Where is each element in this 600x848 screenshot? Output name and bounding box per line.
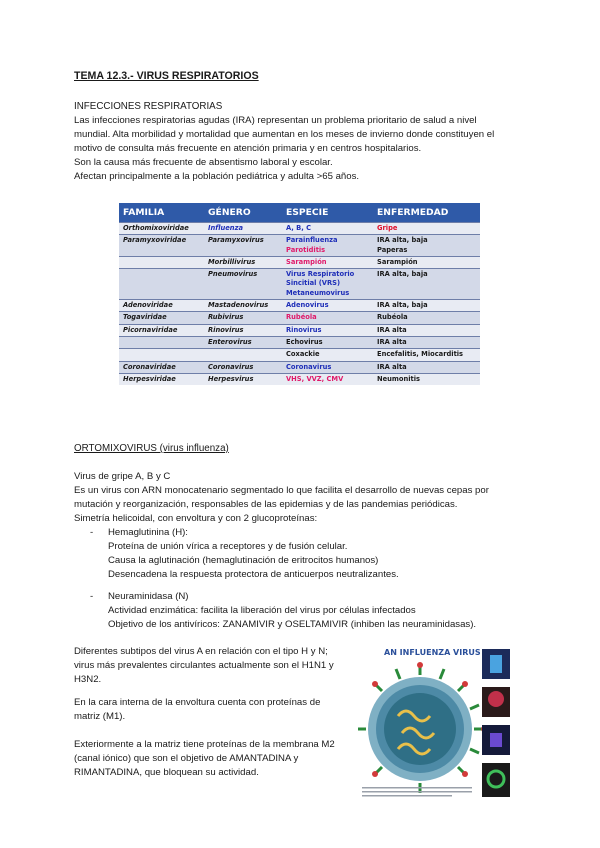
especie-line: Parotiditis bbox=[286, 245, 326, 254]
table-row bbox=[119, 336, 480, 348]
header-genero: GÉNERO bbox=[204, 203, 282, 223]
cell-enfermedad bbox=[373, 223, 480, 235]
text-line: Desencadena la respuesta protectora de anticuerpos neutralizantes. bbox=[108, 569, 399, 580]
cell-especie bbox=[282, 300, 373, 312]
text-line: mutación y reorganización, responsables de las epidemias y de las pandemias periódicas. bbox=[74, 499, 458, 510]
text-line: Objetivo de los antivíricos: ZANAMIVIR y OSELTAMIVIR (inhiben las neuraminidasas). bbox=[108, 619, 477, 630]
cell-enfermedad bbox=[373, 300, 480, 312]
table-row bbox=[119, 324, 480, 336]
cell-genero: Paramyxovirus bbox=[204, 235, 282, 257]
cell-genero: Rinovirus bbox=[204, 324, 282, 336]
especie-line: Rubéola bbox=[286, 313, 317, 322]
especie-line: Sarampión bbox=[286, 257, 327, 266]
text-line: RIMANTADINA, que bloquean su actividad. bbox=[74, 767, 259, 778]
cell-enfermedad bbox=[373, 269, 480, 300]
cell-genero: Pneumovirus bbox=[204, 269, 282, 300]
text-line: Son la causa más frecuente de absentismo laboral y escolar. bbox=[74, 157, 333, 168]
cell-enfermedad bbox=[373, 324, 480, 336]
table-row bbox=[119, 256, 480, 268]
cell-familia: Paramyxoviridae bbox=[119, 235, 204, 257]
influenza-virus-illustration bbox=[358, 641, 520, 803]
enfermedad-line: Rubéola bbox=[377, 313, 408, 322]
cell-familia: Adenoviridae bbox=[119, 300, 204, 312]
especie-line: Sincitial (VRS) bbox=[286, 279, 341, 288]
enfermedad-line: IRA alta, baja bbox=[377, 236, 428, 245]
cell-especie bbox=[282, 256, 373, 268]
enfermedad-line: IRA alta, baja bbox=[377, 270, 428, 279]
cell-familia: Picornaviridae bbox=[119, 324, 204, 336]
especie-line: Metaneumovirus bbox=[286, 288, 350, 297]
cell-genero: Morbillivirus bbox=[204, 256, 282, 268]
enfermedad-line: Sarampión bbox=[377, 257, 418, 266]
cell-genero: Rubivirus bbox=[204, 312, 282, 324]
cell-especie bbox=[282, 324, 373, 336]
table-body bbox=[119, 223, 480, 386]
especie-line: Coxackie bbox=[286, 350, 320, 359]
text-line: Virus de gripe A, B y C bbox=[74, 471, 171, 482]
text-line: motivo de consulta más frecuente en atención primaria y en centros hospitalarios. bbox=[74, 143, 422, 154]
especie-line: Echovirus bbox=[286, 337, 323, 346]
cell-enfermedad bbox=[373, 235, 480, 257]
cell-genero: Coronavirus bbox=[204, 361, 282, 373]
cell-familia bbox=[119, 256, 204, 268]
section1-paragraph bbox=[74, 114, 494, 184]
cell-especie bbox=[282, 336, 373, 348]
table-row bbox=[119, 361, 480, 373]
section2-intro bbox=[74, 470, 489, 526]
enfermedad-line: Paperas bbox=[377, 245, 408, 254]
cell-familia bbox=[119, 336, 204, 348]
virus-table bbox=[119, 203, 480, 385]
table-row bbox=[119, 312, 480, 324]
thumbnail-m2 bbox=[482, 763, 510, 797]
cell-genero: Influenza bbox=[204, 223, 282, 235]
especie-line: Coronavirus bbox=[286, 362, 332, 371]
enfermedad-line: Encefalitis, Miocarditis bbox=[377, 350, 464, 359]
cell-especie bbox=[282, 223, 373, 235]
table-header-row bbox=[119, 203, 480, 223]
neuraminidasa-block bbox=[108, 590, 476, 632]
text-line: Exteriormente a la matriz tiene proteínas de la membrana M2 bbox=[74, 739, 335, 750]
cell-genero: Mastadenovirus bbox=[204, 300, 282, 312]
header-familia: FAMILIA bbox=[119, 203, 204, 223]
header-especie: ESPECIE bbox=[282, 203, 373, 223]
text-line: Simetría helicoidal, con envoltura y con 2 glucoproteínas: bbox=[74, 513, 318, 524]
table-row bbox=[119, 269, 480, 300]
text-line: Es un virus con ARN monocatenario segmentado lo que facilita el desarrollo de nuevas cepas por bbox=[74, 485, 489, 496]
especie-line: Rinovirus bbox=[286, 325, 322, 334]
paragraph-subtipos bbox=[74, 645, 334, 687]
cell-enfermedad bbox=[373, 349, 480, 361]
paragraph-m2 bbox=[74, 738, 335, 780]
cell-enfermedad bbox=[373, 336, 480, 348]
text-line: H3N2. bbox=[74, 674, 102, 685]
especie-line: Virus Respiratorio bbox=[286, 270, 355, 279]
cell-familia: Coronaviridae bbox=[119, 361, 204, 373]
table-row bbox=[119, 235, 480, 257]
cell-enfermedad bbox=[373, 312, 480, 324]
enfermedad-line: IRA alta, baja bbox=[377, 301, 428, 310]
table-row bbox=[119, 373, 480, 385]
text-line: Proteína de unión vírica a receptores y de fusión celular. bbox=[108, 541, 348, 552]
text-line: Afectan principalmente a la población pediátrica y adulta >65 años. bbox=[74, 171, 360, 182]
cell-familia: Orthomixoviridae bbox=[119, 223, 204, 235]
table-row bbox=[119, 223, 480, 235]
text-line: Actividad enzimática: facilita la liberación del virus por células infectados bbox=[108, 605, 416, 616]
thumbnail-hemagglutinin-shape bbox=[490, 655, 502, 673]
text-line: En la cara interna de la envoltura cuenta con proteínas de bbox=[74, 697, 321, 708]
figure-title: AN INFLUENZA VIRUS bbox=[384, 648, 481, 657]
cell-enfermedad bbox=[373, 373, 480, 385]
enfermedad-line: Neumonitis bbox=[377, 374, 420, 383]
header-enfermedad: ENFERMEDAD bbox=[373, 203, 480, 223]
bullet-dash: - bbox=[90, 591, 94, 602]
cell-especie bbox=[282, 361, 373, 373]
text-line: matriz (M1). bbox=[74, 711, 126, 722]
enfermedad-line: IRA alta bbox=[377, 325, 407, 334]
enfermedad-line: IRA alta bbox=[377, 337, 407, 346]
enfermedad-line: IRA alta bbox=[377, 362, 407, 371]
cell-enfermedad bbox=[373, 361, 480, 373]
cell-enfermedad bbox=[373, 256, 480, 268]
cell-especie bbox=[282, 349, 373, 361]
cell-genero: Enterovirus bbox=[204, 336, 282, 348]
text-line: virus más prevalentes circulantes actualmente son el H1N1 y bbox=[74, 660, 334, 671]
especie-line: A, B, C bbox=[286, 224, 312, 232]
table-row bbox=[119, 349, 480, 361]
text-line: Las infecciones respiratorias agudas (IRA) representan un problema prioritario de salud a nivel bbox=[74, 115, 477, 126]
cell-especie bbox=[282, 269, 373, 300]
page-title: TEMA 12.3.- VIRUS RESPIRATORIOS bbox=[74, 70, 259, 82]
bullet-dash: - bbox=[90, 527, 94, 538]
especie-line: VHS, VVZ, CMV bbox=[286, 374, 344, 383]
table-row bbox=[119, 300, 480, 312]
list-item-title: Hemaglutinina (H): bbox=[108, 527, 188, 538]
text-line: Diferentes subtipos del virus A en relación con el tipo H y N; bbox=[74, 646, 328, 657]
especie-line: Adenovirus bbox=[286, 301, 329, 310]
cell-familia bbox=[119, 349, 204, 361]
cell-especie bbox=[282, 312, 373, 324]
list-item-title: Neuraminidasa (N) bbox=[108, 591, 189, 602]
cell-genero: Herpesvirus bbox=[204, 373, 282, 385]
especie-line: Parainfluenza bbox=[286, 236, 338, 245]
influenza-virus-figure bbox=[358, 641, 520, 803]
text-line: (canal iónico) que son el objetivo de AMANTADINA y bbox=[74, 753, 299, 764]
cell-especie bbox=[282, 235, 373, 257]
cell-familia: Togaviridae bbox=[119, 312, 204, 324]
figure-caption-lines bbox=[362, 787, 472, 797]
section-heading-ortomixovirus: ORTOMIXOVIRUS (virus influenza) bbox=[74, 443, 229, 454]
cell-especie bbox=[282, 373, 373, 385]
paragraph-matriz bbox=[74, 696, 320, 724]
section-heading-infecciones: INFECCIONES RESPIRATORIAS bbox=[74, 101, 223, 112]
thumbnail-neuraminidase-shape bbox=[488, 691, 504, 707]
cell-familia: Herpesviridae bbox=[119, 373, 204, 385]
hemaglutinina-block bbox=[108, 526, 399, 582]
text-line: mundial. Alta morbilidad y mortalidad que aumentan en los meses de invierno donde constituyen el bbox=[74, 129, 495, 140]
enfermedad-line: Gripe bbox=[377, 224, 398, 232]
cell-familia bbox=[119, 269, 204, 300]
thumbnail-matrix-shape bbox=[490, 733, 502, 747]
text-line: Causa la aglutinación (hemaglutinación de eritrocitos humanos) bbox=[108, 555, 379, 566]
cell-genero bbox=[204, 349, 282, 361]
